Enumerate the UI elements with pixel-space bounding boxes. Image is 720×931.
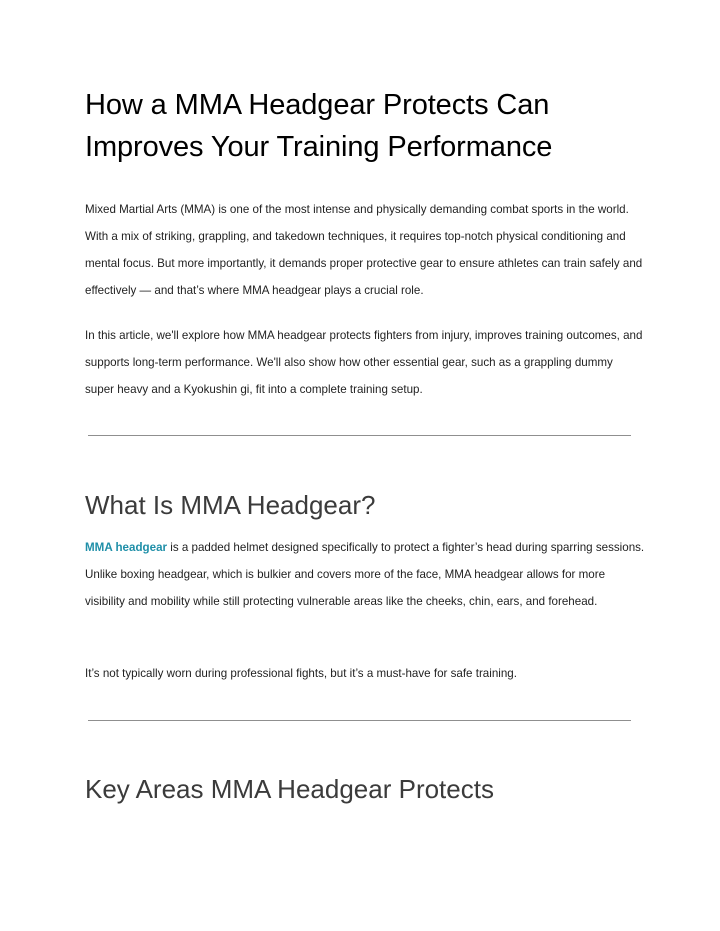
section-divider-1 xyxy=(88,435,631,436)
section-heading-what-is: What Is MMA Headgear? xyxy=(85,490,376,520)
section-heading-key-areas: Key Areas MMA Headgear Protects xyxy=(85,774,494,804)
section-divider-2 xyxy=(88,720,631,721)
mma-headgear-link[interactable]: MMA headgear xyxy=(85,541,168,554)
section-1-paragraph-2: It’s not typically worn during professional fights, but it’s a must-have for safe training. xyxy=(85,667,517,680)
section-1-paragraph-1-text: is a padded helmet designed specifically to protect a fighter’s head during sparring sessions. Unlike boxing headgear, which is bulkier and covers more of the face, MMA headgear allows for more visibility and mobility while still protecting vulnerable areas like the cheeks, chin, ears, and forehead. xyxy=(85,541,645,608)
article-title: How a MMA Headgear Protects Can Improves Your Training Performance xyxy=(85,89,553,163)
intro-paragraph-2: In this article, we'll explore how MMA headgear protects fighters from injury, improves training outcomes, and supports long-term performance. We'll also show how other essential gear, such as a grappling dummy super heavy and a Kyokushin gi, fit into a complete training setup. xyxy=(85,329,643,396)
section-1-paragraph-1 xyxy=(85,534,645,615)
intro-paragraph-1: Mixed Martial Arts (MMA) is one of the most intense and physically demanding combat sports in the world. With a mix of striking, grappling, and takedown techniques, it requires top-notch physical conditioning and mental focus. But more importantly, it demands proper protective gear to ensure athletes can train safely and effectively — and that’s where MMA headgear plays a crucial role. xyxy=(85,203,643,297)
